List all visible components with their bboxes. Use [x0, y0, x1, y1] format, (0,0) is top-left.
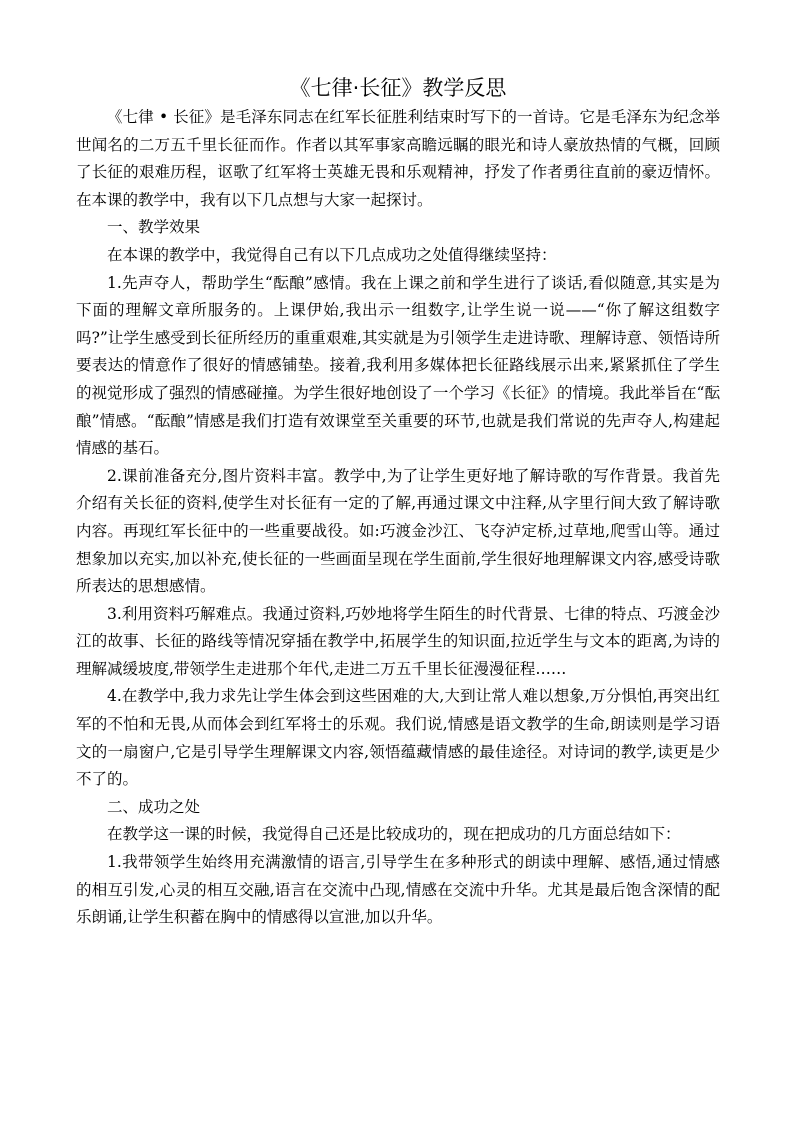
document-page — [76, 72, 720, 932]
section-heading-success: 二、成功之处 — [107, 797, 201, 816]
document-title: 《七律·长征》教学反思 — [289, 76, 507, 100]
section-intro-paragraph: 在本课的教学中，我觉得自己有以下几点成功之处值得继续坚持： — [107, 245, 557, 264]
point-2-paragraph: 2.课前准备充分,图片资料丰富。教学中,为了让学生更好地了解诗歌的写作背景。我首先介绍有关长征的资料,使学生对长征有一定的了解,再通过课文中注释,从字里行间大致了解诗歌内容。再现红军长征中的一些重要战役。如:巧渡金沙江、飞夺泸定桥,过草地,爬雪山等。通过想象加以充实,加以补充,使长征的一些画面呈现在学生面前,学生很好地理解课文内容,感受诗歌所表达的思想感情。 — [76, 466, 720, 596]
point-3-paragraph: 3.利用资料巧解难点。我通过资料,巧妙地将学生陌生的时代背景、七律的特点、巧渡金沙江的故事、长征的路线等情况穿插在教学中,拓展学生的知识面,拉近学生与文本的距离,为诗的理解减缓坡度,带领学生走进那个年代,走进二万五千里长征漫漫征程…… — [76, 604, 720, 678]
intro-paragraph: 《七律 • 长征》是毛泽东同志在红军长征胜利结束时写下的一首诗。它是毛泽东为纪念举世闻名的二万五千里长征而作。作者以其军事家高瞻远瞩的眼光和诗人豪放热情的气概，回顾了长征的艰难历程，讴歌了红军将士英雄无畏和乐观精神，抒发了作者勇往直前的豪迈情怀。在本课的教学中，我有以下几点想与大家一起探讨。 — [76, 108, 720, 209]
success-point-1-paragraph: 1.我带领学生始终用充满激情的语言,引导学生在多种形式的朗读中理解、感悟,通过情感的相互引发,心灵的相互交融,语言在交流中凸现,情感在交流中升华。尤其是最后饱含深情的配乐朗诵,让学生积蓄在胸中的情感得以宣泄,加以升华。 — [76, 853, 720, 927]
success-intro-paragraph: 在教学这一课的时候，我觉得自己还是比较成功的，现在把成功的几方面总结如下： — [107, 825, 681, 844]
section-heading-teaching-effect: 一、教学效果 — [107, 218, 201, 237]
point-4-paragraph: 4.在教学中,我力求先让学生体会到这些困难的大,大到让常人难以想象,万分惧怕,再突出红军的不怕和无畏,从而体会到红军将士的乐观。我们说,情感是语文教学的生命,朗读则是学习语文的一扇窗户,它是引导学生理解课文内容,领悟蕴藏情感的最佳途径。对诗词的教学,读更是少不了的。 — [76, 687, 720, 789]
point-1-paragraph: 1.先声夺人，帮助学生“酝酿”感情。我在上课之前和学生进行了谈话,看似随意,其实是为下面的理解文章所服务的。上课伊始,我出示一组数字,让学生说一说——“你了解这组数字吗?”让学生感受到长征所经历的重重艰难,其实就是为引领学生走进诗歌、理解诗意、领悟诗所要表达的情意作了很好的情感铺垫。接着,我利用多媒体把长征路线展示出来,紧紧抓住了学生的视觉形成了强烈的情感碰撞。为学生很好地创设了一个学习《长征》的情境。我此举旨在“酝酿”情感。“酝酿”情感是我们打造有效课堂至关重要的环节,也就是我们常说的先声夺人,构建起情感的基石。 — [76, 273, 720, 458]
